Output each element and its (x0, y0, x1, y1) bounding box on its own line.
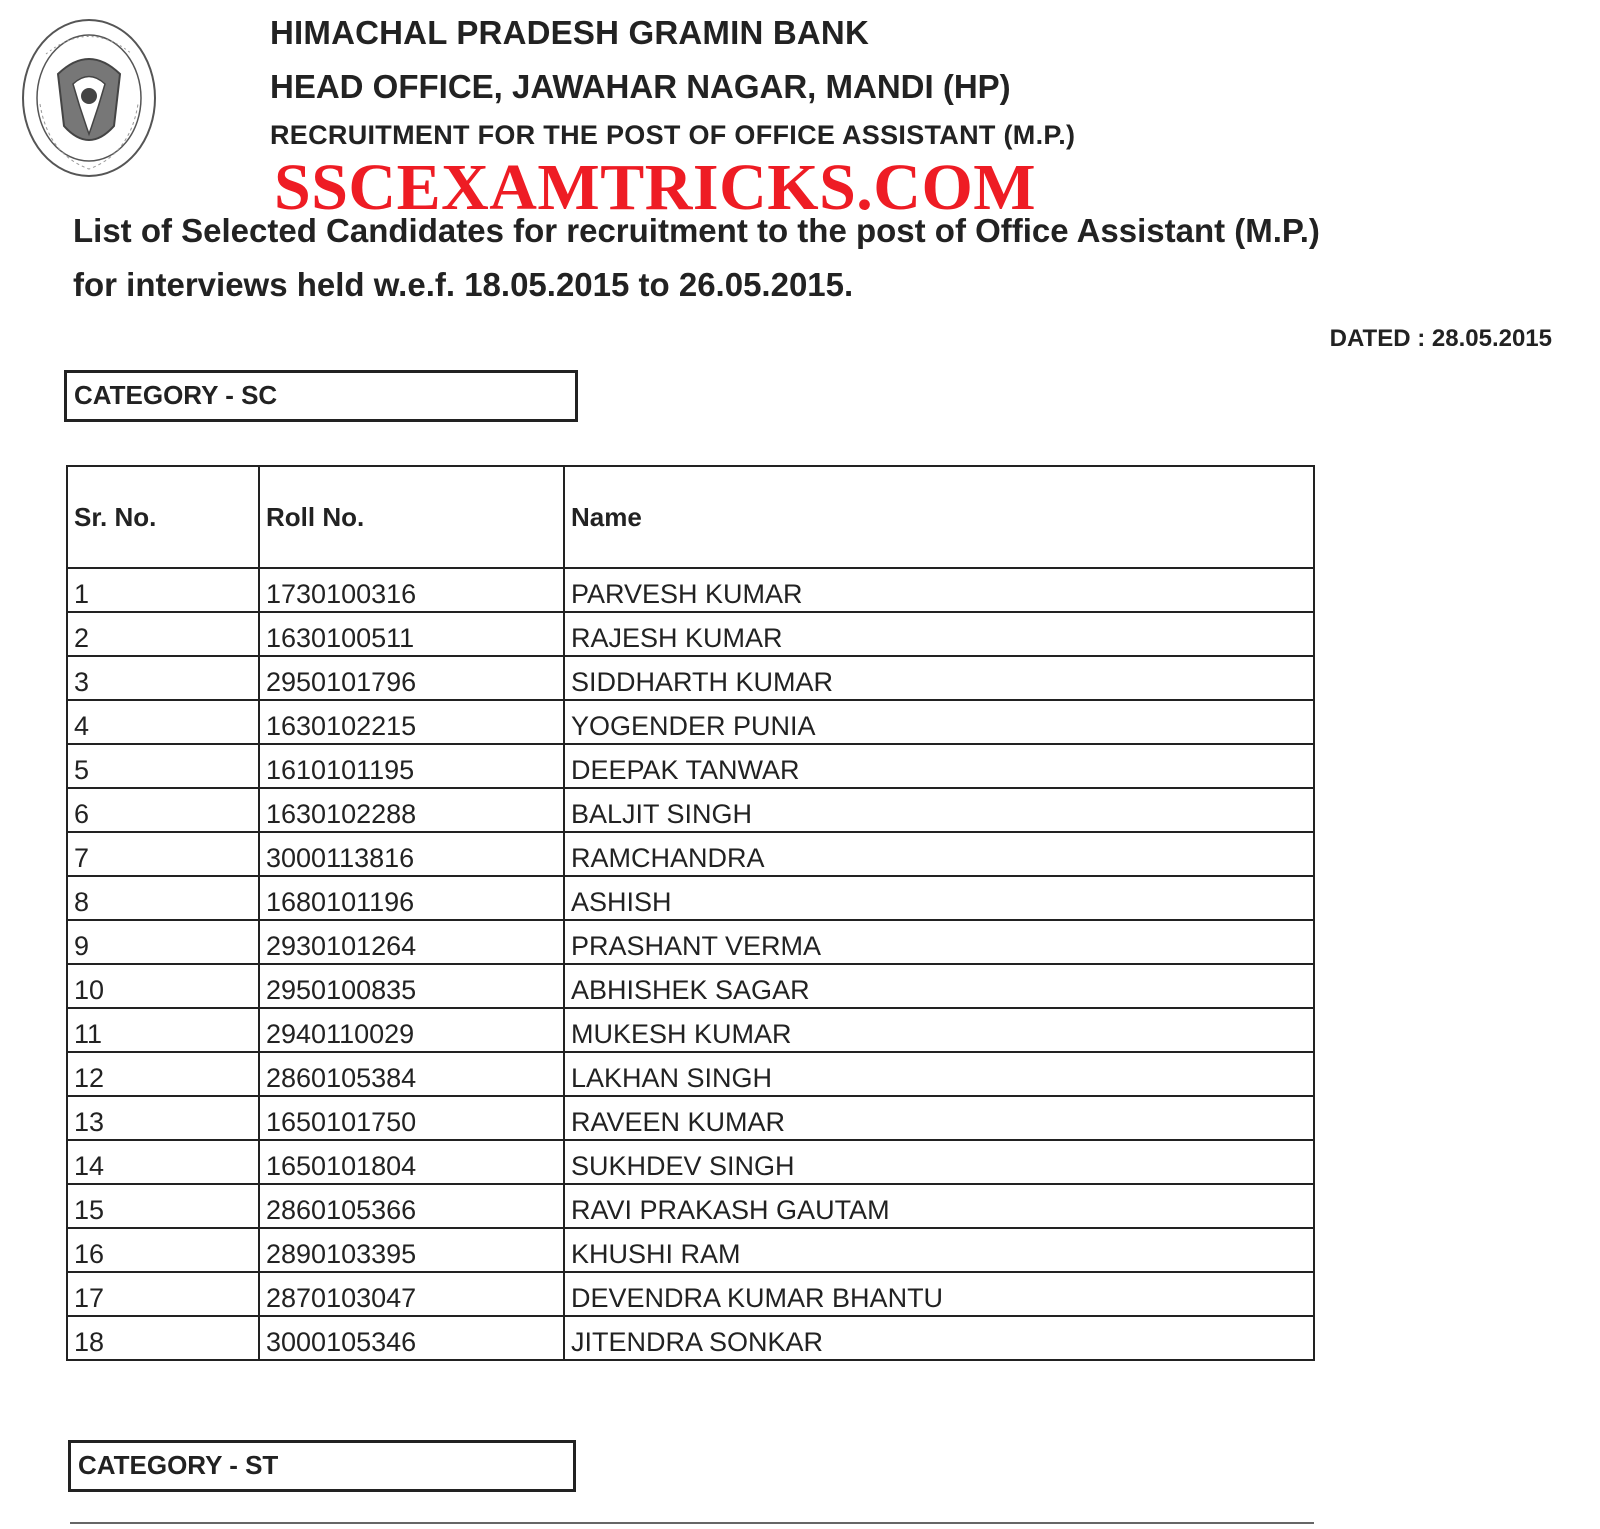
cell-sr-no: 4 (67, 700, 259, 744)
table-row (67, 1228, 1314, 1272)
table-row (67, 1008, 1314, 1052)
table-row (67, 788, 1314, 832)
header-roll-no: Roll No. (259, 466, 564, 568)
table-row (67, 612, 1314, 656)
cell-roll-no: 3000113816 (259, 832, 564, 876)
bank-name: HIMACHAL PRADESH GRAMIN BANK (270, 14, 869, 51)
cell-name: ASHISH (564, 876, 1314, 920)
table-row (67, 568, 1314, 612)
cell-sr-no: 7 (67, 832, 259, 876)
cell-sr-no: 9 (67, 920, 259, 964)
cell-sr-no: 16 (67, 1228, 259, 1272)
cell-sr-no: 18 (67, 1316, 259, 1360)
cell-sr-no: 14 (67, 1140, 259, 1184)
cell-roll-no: 2890103395 (259, 1228, 564, 1272)
table-row (67, 1272, 1314, 1316)
cell-roll-no: 1630102215 (259, 700, 564, 744)
table-row (67, 1184, 1314, 1228)
cell-name: ABHISHEK SAGAR (564, 964, 1314, 1008)
cell-sr-no: 17 (67, 1272, 259, 1316)
cell-name: BALJIT SINGH (564, 788, 1314, 832)
table-row (67, 920, 1314, 964)
cell-roll-no: 1630100511 (259, 612, 564, 656)
table-row (67, 1140, 1314, 1184)
cell-roll-no: 2940110029 (259, 1008, 564, 1052)
cell-sr-no: 2 (67, 612, 259, 656)
table-row (67, 700, 1314, 744)
table-row (67, 1052, 1314, 1096)
table-row (67, 1316, 1314, 1360)
table-row (67, 656, 1314, 700)
cell-name: MUKESH KUMAR (564, 1008, 1314, 1052)
cell-roll-no: 1680101196 (259, 876, 564, 920)
cell-roll-no: 1650101750 (259, 1096, 564, 1140)
cell-name: RAVEEN KUMAR (564, 1096, 1314, 1140)
cell-name: RAMCHANDRA (564, 832, 1314, 876)
cell-sr-no: 11 (67, 1008, 259, 1052)
table-row (67, 832, 1314, 876)
cell-roll-no: 2930101264 (259, 920, 564, 964)
recruitment-title: RECRUITMENT FOR THE POST OF OFFICE ASSISTANT (M.P.) (270, 120, 1076, 150)
cell-name: RAVI PRAKASH GAUTAM (564, 1184, 1314, 1228)
table-continuation-rule (70, 1522, 1314, 1524)
cell-name: SUKHDEV SINGH (564, 1140, 1314, 1184)
intro-line-1: List of Selected Candidates for recruitment to the post of Office Assistant (M.P.) (73, 212, 1320, 249)
table-row (67, 964, 1314, 1008)
table-row (67, 744, 1314, 788)
cell-roll-no: 1650101804 (259, 1140, 564, 1184)
intro-line-2: for interviews held w.e.f. 18.05.2015 to 26.05.2015. (73, 266, 854, 303)
cell-roll-no: 1630102288 (259, 788, 564, 832)
cell-roll-no: 2860105366 (259, 1184, 564, 1228)
cell-sr-no: 13 (67, 1096, 259, 1140)
cell-name: DEEPAK TANWAR (564, 744, 1314, 788)
cell-roll-no: 1730100316 (259, 568, 564, 612)
header-name: Name (564, 466, 1314, 568)
cell-roll-no: 2950100835 (259, 964, 564, 1008)
cell-roll-no: 2860105384 (259, 1052, 564, 1096)
cell-name: DEVENDRA KUMAR BHANTU (564, 1272, 1314, 1316)
category-sc-heading: CATEGORY - SC (64, 370, 578, 422)
cell-sr-no: 12 (67, 1052, 259, 1096)
cell-name: PRASHANT VERMA (564, 920, 1314, 964)
cell-sr-no: 5 (67, 744, 259, 788)
office-address: HEAD OFFICE, JAWAHAR NAGAR, MANDI (HP) (270, 68, 1011, 105)
cell-roll-no: 3000105346 (259, 1316, 564, 1360)
cell-name: PARVESH KUMAR (564, 568, 1314, 612)
category-st-heading: CATEGORY - ST (68, 1440, 576, 1492)
cell-name: KHUSHI RAM (564, 1228, 1314, 1272)
cell-sr-no: 3 (67, 656, 259, 700)
bank-logo (18, 14, 160, 182)
dated: DATED : 28.05.2015 (1329, 325, 1552, 352)
cell-sr-no: 15 (67, 1184, 259, 1228)
cell-roll-no: 1610101195 (259, 744, 564, 788)
cell-roll-no: 2950101796 (259, 656, 564, 700)
cell-name: SIDDHARTH KUMAR (564, 656, 1314, 700)
header-sr-no: Sr. No. (67, 466, 259, 568)
cell-name: YOGENDER PUNIA (564, 700, 1314, 744)
table-row (67, 1096, 1314, 1140)
table-header-row (67, 466, 1314, 568)
cell-sr-no: 1 (67, 568, 259, 612)
table-row (67, 876, 1314, 920)
selected-candidates-table (66, 465, 1315, 1361)
cell-sr-no: 8 (67, 876, 259, 920)
cell-name: RAJESH KUMAR (564, 612, 1314, 656)
cell-roll-no: 2870103047 (259, 1272, 564, 1316)
cell-sr-no: 10 (67, 964, 259, 1008)
cell-name: LAKHAN SINGH (564, 1052, 1314, 1096)
cell-sr-no: 6 (67, 788, 259, 832)
cell-name: JITENDRA SONKAR (564, 1316, 1314, 1360)
watermark: SSCEXAMTRICKS.COM (274, 151, 1037, 224)
